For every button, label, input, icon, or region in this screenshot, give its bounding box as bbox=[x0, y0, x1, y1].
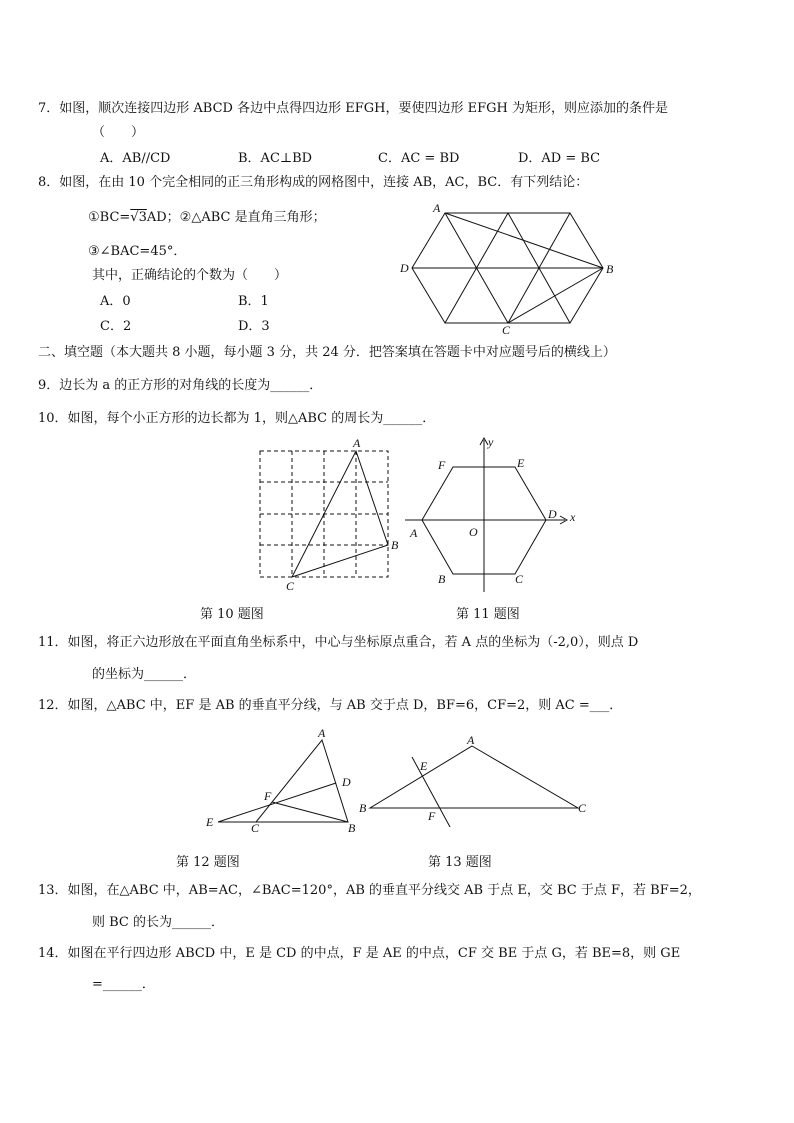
q8-option-b: B．1 bbox=[238, 294, 269, 309]
q13-label-b: B bbox=[359, 801, 367, 815]
q13-caption: 第 13 题图 bbox=[428, 855, 492, 870]
section-2-heading: 二、填空题（本大题共 8 小题，每小题 3 分，共 24 分．把答案填在答题卡中对应题号后的横线上） bbox=[38, 345, 616, 360]
q12-label-a: A bbox=[318, 726, 326, 740]
q12-label-d: D bbox=[342, 775, 351, 789]
q8-label-a: A bbox=[433, 201, 441, 215]
q13-label-f: F bbox=[428, 809, 436, 823]
q12-figure bbox=[200, 722, 370, 837]
q8-question: 其中，正确结论的个数为（ ） bbox=[92, 268, 288, 283]
q13-label-c: C bbox=[578, 801, 587, 815]
q13-stem-line1: 13．如图，在△ABC 中，AB=AC，∠BAC=120°，AB 的垂直平分线交 AB 于点 E，交 BC 于点 F，若 BF=2， bbox=[38, 883, 701, 898]
q10-label-a: A bbox=[353, 436, 361, 450]
q11-label-d: D bbox=[548, 507, 557, 521]
q13-figure bbox=[355, 730, 595, 830]
q11-caption: 第 11 题图 bbox=[456, 607, 520, 622]
q8-c1-part-c: AD；②△ABC 是直角三角形； bbox=[146, 210, 326, 225]
q11-label-b: B bbox=[438, 572, 446, 586]
q11-label-a: A bbox=[410, 526, 418, 540]
q14-stem-line2: =______． bbox=[92, 977, 155, 992]
q11-label-x: x bbox=[570, 510, 576, 524]
q8-c1-part-a: ①BC= bbox=[88, 210, 131, 225]
q11-label-y: y bbox=[488, 435, 494, 449]
q8-c1-sqrt: √3 bbox=[130, 210, 147, 225]
q7-option-b: B．AC⊥BD bbox=[238, 151, 313, 166]
q10-caption: 第 10 题图 bbox=[200, 607, 264, 622]
q8-conclusion-3: ③∠BAC=45°． bbox=[88, 244, 187, 259]
q7-option-d: D．AD = BC bbox=[518, 151, 601, 166]
q7-option-c: C．AC = BD bbox=[378, 151, 460, 166]
q11-label-f: F bbox=[438, 458, 446, 472]
q8-figure bbox=[395, 200, 625, 340]
q14-stem-line1: 14．如图在平行四边形 ABCD 中，E 是 CD 的中点，F 是 AE 的中点，CF 交 BE 于点 G，若 BE=8，则 GE bbox=[38, 946, 681, 961]
q12-label-f: F bbox=[264, 789, 272, 803]
q12-caption: 第 12 题图 bbox=[176, 855, 240, 870]
q8-option-c: C．2 bbox=[100, 319, 132, 334]
q8-option-d: D．3 bbox=[238, 319, 270, 334]
q10-stem: 10．如图，每个小正方形的边长都为 1，则△ABC 的周长为______． bbox=[38, 411, 436, 426]
q10-label-b: B bbox=[391, 538, 399, 552]
q12-label-e: E bbox=[206, 815, 214, 829]
q8-option-a: A．0 bbox=[100, 294, 131, 309]
q8-conclusion-1 bbox=[88, 209, 326, 227]
q13-label-a: A bbox=[467, 733, 475, 747]
q11-label-o: O bbox=[469, 525, 478, 539]
q11-figure bbox=[400, 435, 590, 595]
q7-answer-paren: （ ） bbox=[92, 125, 145, 140]
q8-label-c: C bbox=[502, 323, 511, 337]
q11-label-e: E bbox=[517, 456, 525, 470]
q8-label-d: D bbox=[400, 261, 409, 275]
q9-stem: 9．边长为 a 的正方形的对角线的长度为______． bbox=[38, 378, 323, 393]
q12-stem: 12．如图，△ABC 中，EF 是 AB 的垂直平分线，与 AB 交于点 D，BF=6，CF=2，则 AC =___． bbox=[38, 698, 623, 713]
q11-label-c: C bbox=[515, 572, 524, 586]
q11-stem-line1: 11．如图，将正六边形放在平面直角坐标系中，中心与坐标原点重合，若 A 点的坐标为（-2,0），则点 D bbox=[38, 635, 639, 650]
q10-figure bbox=[250, 435, 410, 595]
q12-label-c: C bbox=[251, 821, 260, 835]
q7-option-a: A．AB//CD bbox=[100, 151, 171, 166]
q7-stem: 7．如图，顺次连接四边形 ABCD 各边中点得四边形 EFGH，要使四边形 EFGH 为矩形，则应添加的条件是 bbox=[38, 101, 668, 116]
q11-stem-line2: 的坐标为______． bbox=[92, 667, 197, 682]
q8-label-b: B bbox=[606, 262, 614, 276]
q8-stem: 8．如图，在由 10 个完全相同的正三角形构成的网格图中，连接 AB，AC，BC．有下列结论： bbox=[38, 175, 589, 190]
q13-stem-line2: 则 BC 的长为______． bbox=[92, 915, 225, 930]
q10-label-c: C bbox=[286, 579, 295, 593]
q12-label-b: B bbox=[348, 821, 356, 835]
q13-label-e: E bbox=[420, 759, 428, 773]
